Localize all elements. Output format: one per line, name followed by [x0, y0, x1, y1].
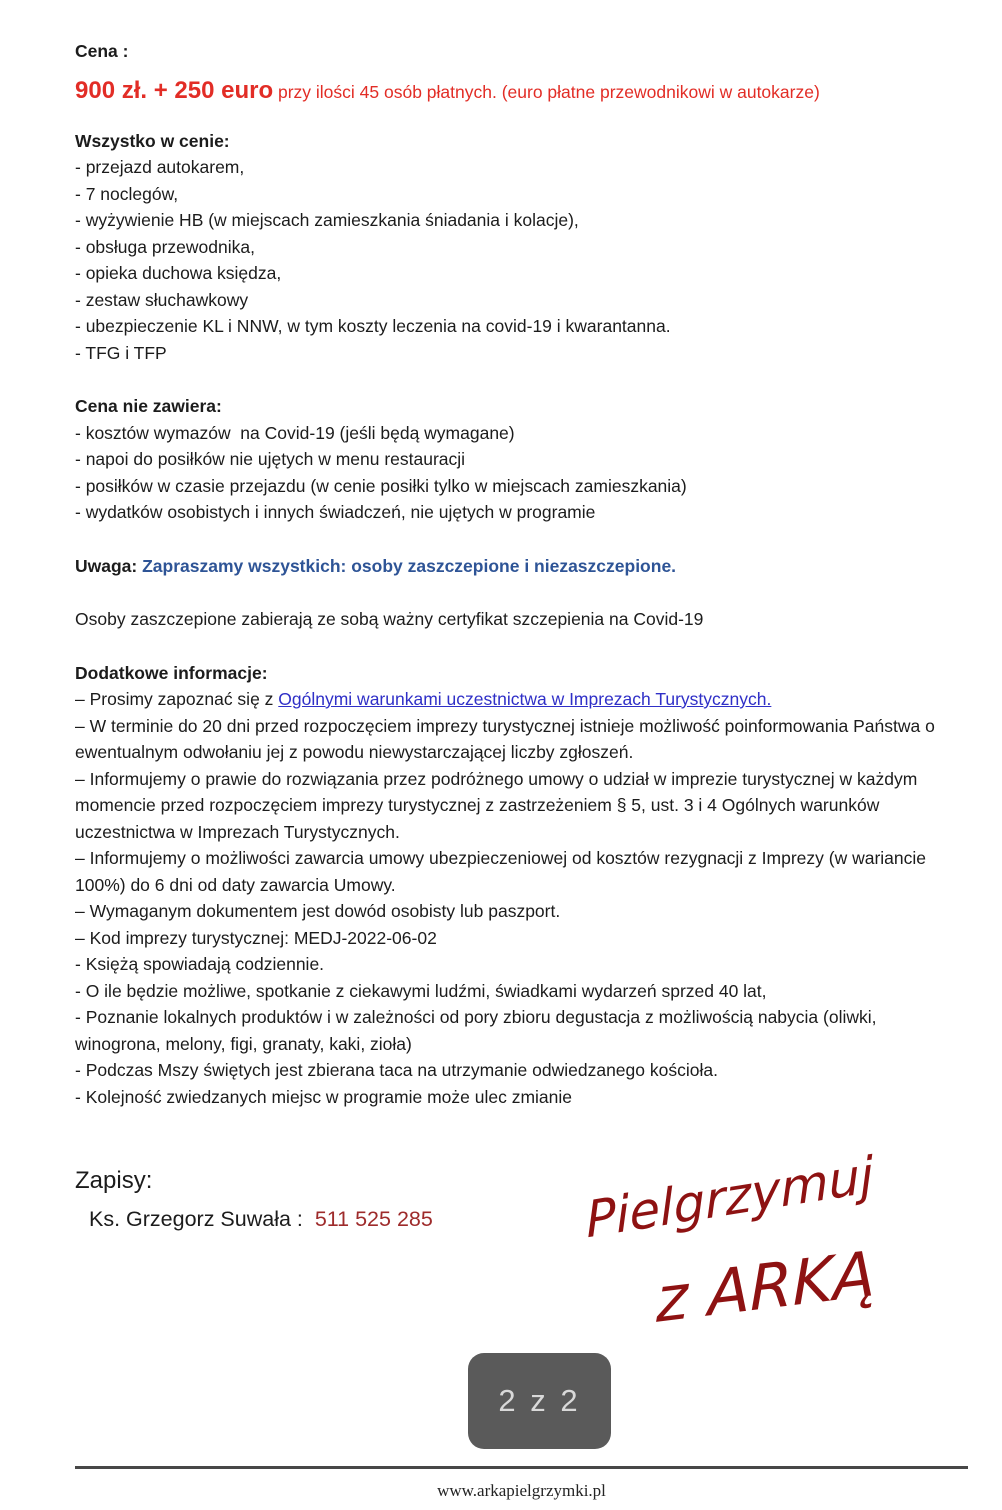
list-item: - Kolejność zwiedzanych miejsc w programie może ulec zmianie — [75, 1086, 572, 1107]
list-item: - Podczas Mszy świętych jest zbierana taca na utrzymanie odwiedzanego kościoła. — [75, 1060, 718, 1080]
list-item: - zestaw słuchawkowy — [75, 289, 249, 310]
list-item: – Kod imprezy turystycznej: MEDJ-2022-06-02 — [75, 927, 437, 948]
footer-divider — [75, 1466, 968, 1469]
list-item: - Księżą spowiadają codziennie. — [75, 954, 325, 974]
note-line — [75, 553, 955, 580]
document-content — [75, 38, 955, 1234]
signup-heading: Zapisy: — [75, 1167, 153, 1194]
list-item: - Poznanie lokalnych produktów i w zależności od pory zbioru degustacja z możliwością nabycia (oliwki, winogrona, melony, figi, granaty, kaki, zioła) — [75, 1007, 882, 1054]
price-line — [75, 75, 955, 108]
list-item: – W terminie do 20 dni przed rozpoczęciem imprezy turystycznej istnieje możliwość poinformowania Państwa o ewentualnym odwołaniu jej z powodu niewystarczającej liczby zgłoszeń. — [75, 715, 940, 762]
excluded-list — [75, 420, 955, 526]
additional-intro — [75, 686, 955, 713]
contact-name: Ks. Grzegorz Suwała : — [89, 1207, 315, 1231]
list-item: - 7 noclegów, — [75, 183, 179, 204]
brand-logo — [585, 1128, 985, 1358]
note-text: Zapraszamy wszystkich: osoby zaszczepione i niezaszczepione. — [137, 555, 677, 576]
price-conditions: przy ilości 45 osób płatnych. (euro płatne przewodnikowi w autokarze) — [273, 81, 820, 102]
footer-url: www.arkapielgrzymki.pl — [437, 1481, 606, 1500]
vaccination-line: Osoby zaszczepione zabierają ze sobą ważny certyfikat szczepienia na Covid-19 — [75, 609, 704, 629]
list-item: – Informujemy o możliwości zawarcia umowy ubezpieczeniowej od kosztów rezygnacji z Imprezy (w wariancie 100%) do 6 dni od daty zawarcia Umowy. — [75, 848, 931, 895]
brand-logo-image — [585, 1128, 985, 1358]
logo-line1: Pielgrzymuj — [585, 1144, 876, 1250]
list-item: - opieka duchowa księdza, — [75, 263, 282, 283]
list-item: - przejazd autokarem, — [75, 157, 245, 177]
list-item: – Informujemy o prawie do rozwiązania przez podróżnego umowy o udział w imprezie turystycznej w każdym momencie przed rozpoczęciem imprezy turystycznej z zastrzeżeniem § 5, ust. 3 i 4 Ogólnych warunków uczestnictwa w Imprezach Turystycznych. — [75, 768, 923, 842]
list-item: - wydatków osobistych i innych świadczeń, nie ujętych w programie — [75, 502, 596, 522]
list-item: - TFG i TFP — [75, 342, 167, 363]
price-heading: Cena : — [75, 41, 129, 61]
list-item: - obsługa przewodnika, — [75, 236, 255, 257]
page-indicator-text: 2 z 2 — [498, 1383, 581, 1418]
list-item: - wyżywienie HB (w miejscach zamieszkania śniadania i kolacje), — [75, 210, 579, 230]
included-heading: Wszystko w cenie: — [75, 130, 230, 151]
list-item: - posiłków w czasie przejazdu (w cenie posiłki tylko w miejscach zamieszkania) — [75, 475, 687, 496]
list-item: - ubezpieczenie KL i NNW, w tym koszty leczenia na covid-19 i kwarantanna. — [75, 316, 671, 336]
excluded-heading: Cena nie zawiera: — [75, 396, 222, 416]
list-item: - O ile będzie możliwe, spotkanie z ciekawymi ludźmi, świadkami wydarzeń sprzed 40 lat, — [75, 980, 767, 1001]
list-item: - kosztów wymazów na Covid-19 (jeśli będą wymagane) — [75, 422, 515, 443]
list-item: – Wymaganym dokumentem jest dowód osobisty lub paszport. — [75, 901, 561, 921]
included-list — [75, 154, 955, 366]
additional-intro-prefix: – Prosimy zapoznać się z — [75, 689, 279, 709]
contact-phone: 511 525 285 — [314, 1207, 433, 1231]
additional-heading: Dodatkowe informacje: — [75, 662, 268, 683]
price-amount: 900 zł. + 250 euro — [75, 76, 274, 104]
terms-link[interactable]: Ogólnymi warunkami uczestnictwa w Imprezach Turystycznych. — [278, 689, 772, 709]
list-item: - napoi do posiłków nie ujętych w menu restauracji — [75, 449, 466, 469]
note-label: Uwaga: — [75, 555, 138, 576]
logo-line2: z ARKĄ — [655, 1236, 876, 1337]
page-indicator-badge — [468, 1353, 611, 1449]
additional-list — [75, 713, 955, 1111]
